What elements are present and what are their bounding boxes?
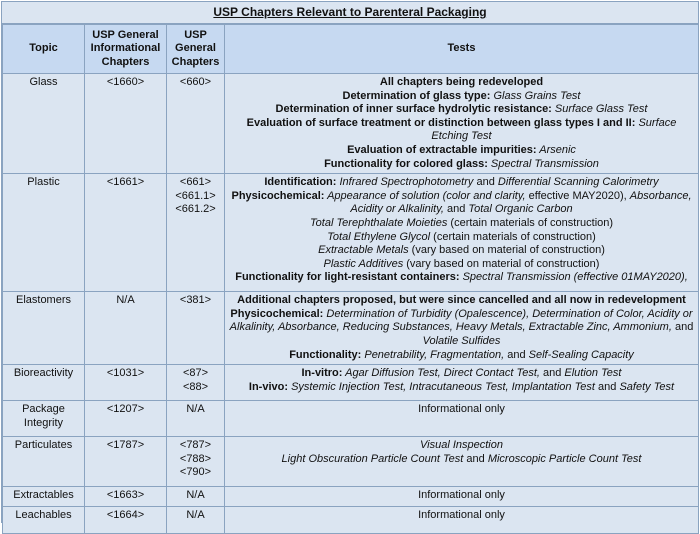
informational-chapter-cell: <1660> bbox=[85, 74, 167, 174]
informational-chapter-cell: <1663> bbox=[85, 487, 167, 507]
general-chapter: <661.2> bbox=[175, 203, 216, 216]
general-chapter: <381> bbox=[179, 294, 212, 307]
informational-chapter-cell: <1787> bbox=[85, 437, 167, 487]
informational-chapter-cell: <1664> bbox=[85, 507, 167, 534]
test-line: Physicochemical: Appearance of solution (color and clarity, effective MAY2020), Absorbance, Acidity or Alkalinity, and Total Organic Carbon bbox=[231, 189, 692, 216]
test-line: Functionality for light-resistant containers: Spectral Transmission (effective 01MAY2020), bbox=[235, 271, 688, 284]
tests-cell bbox=[225, 292, 699, 365]
test-line: Additional chapters proposed, but were since cancelled and all now in redevelopment bbox=[237, 294, 686, 307]
general-chapter-cell bbox=[167, 401, 225, 437]
topic-cell: Particulates bbox=[3, 437, 85, 487]
general-chapter: <661> bbox=[179, 176, 212, 189]
tests-cell bbox=[225, 487, 699, 507]
test-line: Evaluation of surface treatment or distinction between glass types I and II: Surface Etching Test bbox=[246, 116, 677, 143]
test-line: All chapters being redeveloped bbox=[379, 76, 544, 88]
general-chapter-cell bbox=[167, 507, 225, 534]
informational-chapter-cell: <1031> bbox=[85, 365, 167, 401]
test-line: In-vitro: Agar Diffusion Test, Direct Contact Test, and Elution Test bbox=[301, 367, 622, 380]
test-line: Determination of inner surface hydrolytic resistance: Surface Glass Test bbox=[275, 103, 648, 116]
test-line: Total Ethylene Glycol (certain materials of construction) bbox=[327, 230, 596, 243]
test-line: In-vivo: Systemic Injection Test, Intracutaneous Test, Implantation Test and Safety Test bbox=[248, 380, 675, 393]
general-chapter: <788> bbox=[179, 452, 212, 465]
topic-cell: Package Integrity bbox=[3, 401, 85, 437]
general-chapter: N/A bbox=[186, 509, 205, 522]
test-line: Light Obscuration Particle Count Test and Microscopic Particle Count Test bbox=[281, 452, 642, 465]
general-chapter-cell bbox=[167, 174, 225, 292]
table-row-bioreactivity bbox=[3, 365, 699, 401]
test-line: Visual Inspection bbox=[420, 439, 503, 452]
general-chapter-cell bbox=[167, 487, 225, 507]
general-chapter-cell bbox=[167, 74, 225, 174]
general-chapter-cell bbox=[167, 365, 225, 401]
table-row-glass bbox=[3, 74, 699, 174]
tests-cell bbox=[225, 437, 699, 487]
topic-cell: Leachables bbox=[3, 507, 85, 534]
general-chapter: <787> bbox=[179, 439, 212, 452]
test-line: Functionality for colored glass: Spectral Transmission bbox=[324, 157, 599, 170]
tests-cell bbox=[225, 401, 699, 437]
tests-cell bbox=[225, 174, 699, 292]
general-chapter: <661.1> bbox=[175, 189, 216, 202]
table-row-plastic bbox=[3, 174, 699, 292]
table-row-leachables bbox=[3, 507, 699, 534]
tests-cell bbox=[225, 507, 699, 534]
informational-chapter-cell: <1207> bbox=[85, 401, 167, 437]
test-line: Functionality: Penetrability, Fragmentation, and Self-Sealing Capacity bbox=[289, 348, 634, 361]
general-chapter: <88> bbox=[182, 380, 209, 393]
general-chapter-cell bbox=[167, 292, 225, 365]
topic-cell: Glass bbox=[3, 74, 85, 174]
general-chapter: N/A bbox=[186, 489, 205, 502]
topic-cell: Bioreactivity bbox=[3, 365, 85, 401]
test-line: Informational only bbox=[418, 403, 505, 416]
header-informational-chapters: USP General Informational Chapters bbox=[85, 25, 167, 74]
tests-cell bbox=[225, 74, 699, 174]
topic-cell: Plastic bbox=[3, 174, 85, 292]
test-line: Total Terephthalate Moieties (certain materials of construction) bbox=[309, 216, 614, 229]
table-row-package-integrity bbox=[3, 401, 699, 437]
test-line: Informational only bbox=[418, 509, 505, 522]
tests-cell bbox=[225, 365, 699, 401]
informational-chapter-cell: <1661> bbox=[85, 174, 167, 292]
topic-cell: Extractables bbox=[3, 487, 85, 507]
usp-chapters-table bbox=[2, 24, 699, 534]
header-tests: Tests bbox=[225, 25, 699, 74]
test-line: Determination of glass type: Glass Grains Test bbox=[342, 89, 581, 102]
table-row-particulates bbox=[3, 437, 699, 487]
header-topic: Topic bbox=[3, 25, 85, 74]
topic-cell: Elastomers bbox=[3, 292, 85, 365]
table-row-elastomers bbox=[3, 292, 699, 365]
header-row bbox=[3, 25, 699, 74]
test-line: Identification: Infrared Spectrophotometry and Differential Scanning Calorimetry bbox=[264, 176, 659, 189]
header-general-chapters: USP General Chapters bbox=[167, 25, 225, 74]
test-line: Evaluation of extractable impurities: Arsenic bbox=[347, 143, 576, 156]
usp-chapters-table-container bbox=[1, 1, 699, 523]
test-line: Extractable Metals (vary based on material of construction) bbox=[318, 244, 605, 257]
general-chapter: N/A bbox=[186, 403, 205, 416]
test-line: Informational only bbox=[418, 489, 505, 502]
general-chapter: <87> bbox=[182, 367, 209, 380]
table-row-extractables bbox=[3, 487, 699, 507]
general-chapter: <790> bbox=[179, 466, 212, 479]
general-chapter-cell bbox=[167, 437, 225, 487]
test-line: Physicochemical: Determination of Turbidity (Opalescence), Determination of Color, Acidity or Alkalinity, Absorbance, Reducing Substances, Heavy Metals, Extractable Zinc, Ammonium, and Volatile Sulfides bbox=[229, 307, 694, 347]
general-chapter: <660> bbox=[179, 76, 212, 88]
informational-chapter-cell: N/A bbox=[85, 292, 167, 365]
table-title: USP Chapters Relevant to Parenteral Packaging bbox=[2, 2, 698, 24]
test-line: Plastic Additives (vary based on material of construction) bbox=[323, 257, 600, 270]
